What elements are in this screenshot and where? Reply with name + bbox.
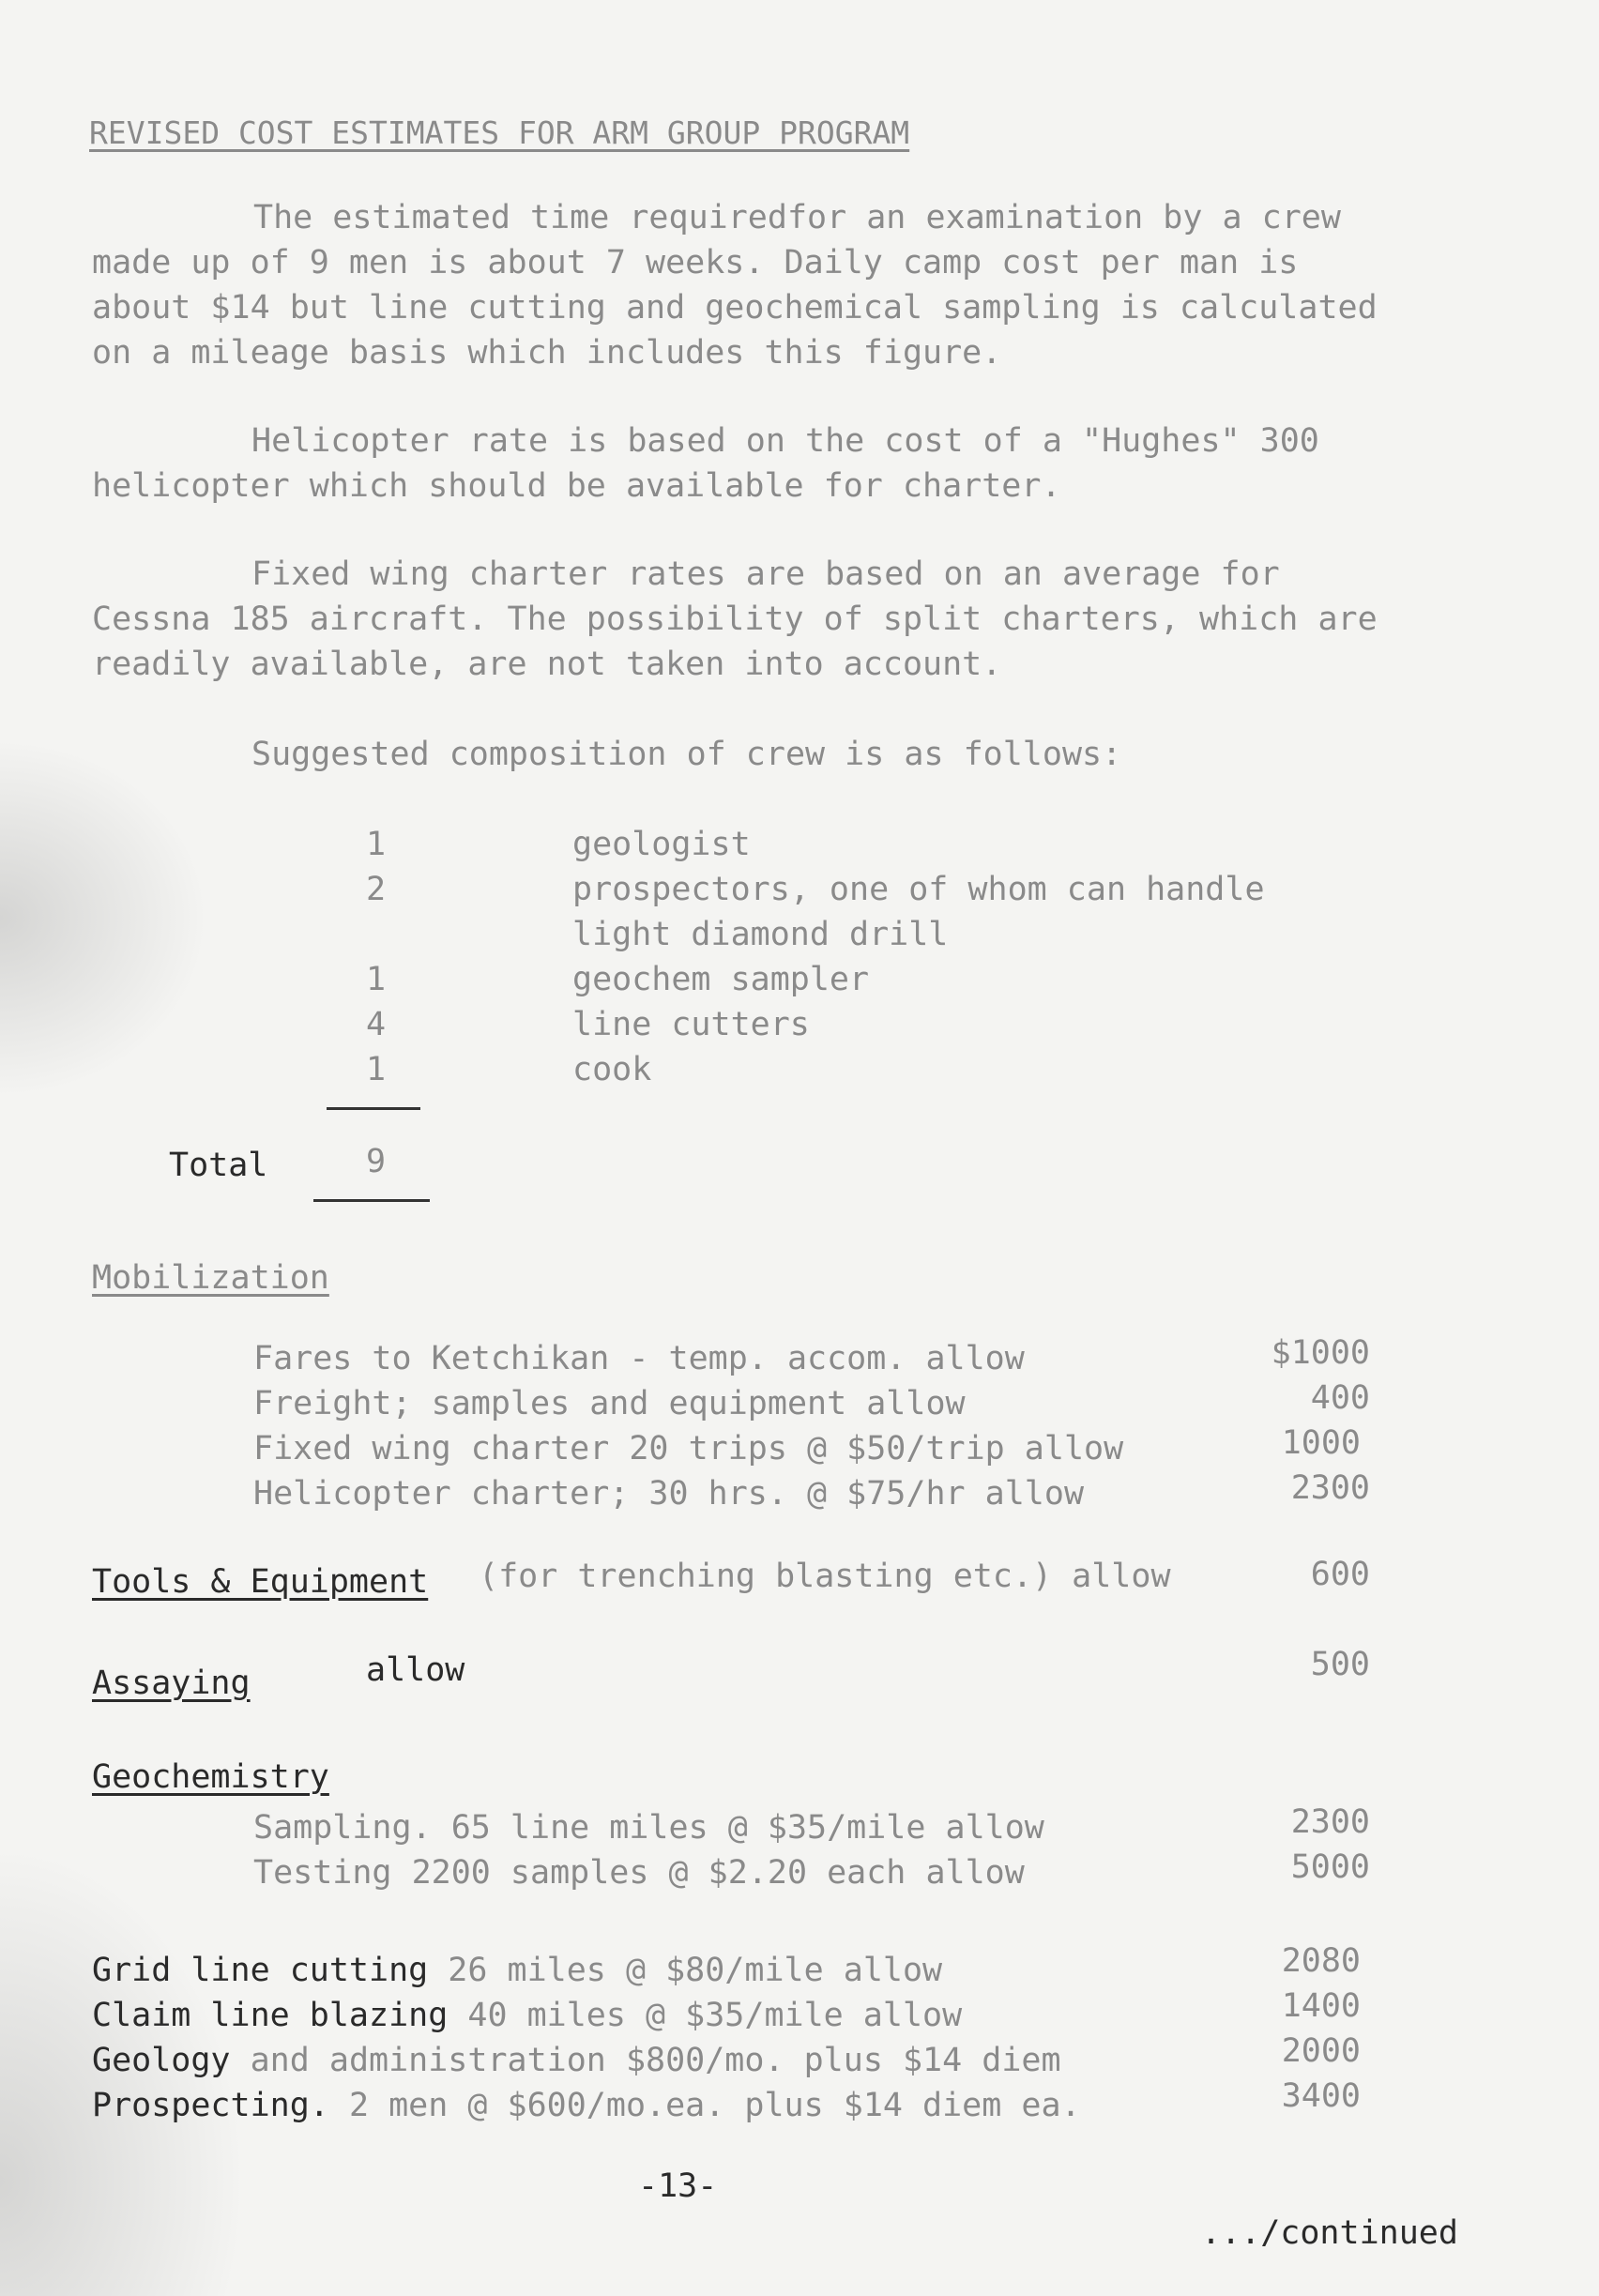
cost-line-amount: 2000 <box>1281 2032 1361 2070</box>
mobilization-amount: 2300 <box>1290 1469 1370 1507</box>
cost-line-desc: 26 miles @ $80/mile allow <box>428 1952 943 1989</box>
geochemistry-heading: Geochemistry <box>92 1758 329 1796</box>
crew-role: geologist <box>572 826 751 863</box>
geochemistry-item: Sampling. 65 line miles @ $35/mile allow <box>253 1809 1044 1847</box>
cost-line-amount: 1400 <box>1281 1987 1361 2025</box>
cost-line-item <box>92 1993 962 2038</box>
paragraph-2-line-1: Helicopter rate is based on the cost of a "Hughes" 300 <box>251 422 1319 460</box>
crew-count: 4 <box>366 1006 387 1043</box>
cost-line-desc: 40 miles @ $35/mile allow <box>448 1997 963 2034</box>
mobilization-heading: Mobilization <box>92 1259 329 1297</box>
paragraph-1-line-3: about $14 but line cutting and geochemical sampling is calculated <box>92 289 1378 327</box>
tools-desc: (for trenching blasting etc.) allow <box>479 1558 1171 1595</box>
document-title: REVISED COST ESTIMATES FOR ARM GROUP PROGRAM <box>89 114 910 151</box>
paragraph-4-line-1: Suggested composition of crew is as follows: <box>251 736 1122 773</box>
assaying-amount: 500 <box>1310 1646 1370 1683</box>
paragraph-3-line-2: Cessna 185 aircraft. The possibility of split charters, which are <box>92 601 1378 638</box>
crew-count: 1 <box>366 826 387 863</box>
paragraph-3-line-3: readily available, are not taken into account. <box>92 646 1002 683</box>
cost-line-item <box>92 2083 1081 2128</box>
crew-role: geochem sampler <box>572 961 870 998</box>
geochemistry-item: Testing 2200 samples @ $2.20 each allow <box>253 1854 1025 1892</box>
paragraph-3-line-1: Fixed wing charter rates are based on an average for <box>251 555 1280 593</box>
crew-total-value: 9 <box>366 1143 387 1180</box>
crew-total-rule <box>313 1199 430 1202</box>
mobilization-item: Fixed wing charter 20 trips @ $50/trip allow <box>253 1430 1124 1467</box>
crew-count: 2 <box>366 871 387 908</box>
geochemistry-amount: 5000 <box>1290 1848 1370 1886</box>
tools-amount: 600 <box>1310 1556 1370 1593</box>
cost-line-label: Claim line blazing <box>92 1997 449 2034</box>
crew-role: cook <box>572 1051 652 1088</box>
geochemistry-amount: 2300 <box>1290 1803 1370 1841</box>
mobilization-item: Helicopter charter; 30 hrs. @ $75/hr allow <box>253 1475 1085 1513</box>
paragraph-2-line-2: helicopter which should be available for charter. <box>92 467 1061 505</box>
paragraph-1-line-1: The estimated time requiredfor an examination by a crew <box>253 199 1341 236</box>
cost-line-label: Grid line cutting <box>92 1952 429 1989</box>
mobilization-amount: 400 <box>1310 1379 1370 1417</box>
paragraph-1-line-4: on a mileage basis which includes this figure. <box>92 334 1002 372</box>
cost-line-desc: and administration $800/mo. plus $14 diem <box>230 2042 1061 2079</box>
cost-line-label: Prospecting. <box>92 2087 329 2124</box>
cost-line-amount: 2080 <box>1281 1942 1361 1980</box>
crew-role: light diamond drill <box>572 916 949 953</box>
cost-line-item <box>92 2038 1061 2083</box>
cost-line-desc: 2 men @ $600/mo.ea. plus $14 diem ea. <box>328 2087 1081 2124</box>
crew-count: 1 <box>366 961 387 998</box>
assaying-heading: Assaying <box>92 1665 251 1702</box>
cost-line-label: Geology <box>92 2042 231 2079</box>
cost-line-amount: 3400 <box>1281 2077 1361 2115</box>
crew-role: line cutters <box>572 1006 810 1043</box>
mobilization-item: Freight; samples and equipment allow <box>253 1385 966 1422</box>
crew-total-label: Total <box>169 1147 268 1184</box>
crew-role: prospectors, one of whom can handle <box>572 871 1265 908</box>
continued-note: .../continued <box>1201 2214 1458 2252</box>
crew-count: 1 <box>366 1051 387 1088</box>
tools-heading: Tools & Equipment <box>92 1563 429 1601</box>
mobilization-amount: $1000 <box>1271 1334 1370 1372</box>
crew-sum-rule <box>327 1107 420 1110</box>
assaying-desc: allow <box>366 1651 465 1689</box>
mobilization-amount: 1000 <box>1281 1424 1361 1462</box>
page-number: -13- <box>638 2167 718 2205</box>
mobilization-item: Fares to Ketchikan - temp. accom. allow <box>253 1340 1025 1377</box>
paragraph-1-line-2: made up of 9 men is about 7 weeks. Daily camp cost per man is <box>92 244 1299 281</box>
cost-line-item <box>92 1948 942 1993</box>
